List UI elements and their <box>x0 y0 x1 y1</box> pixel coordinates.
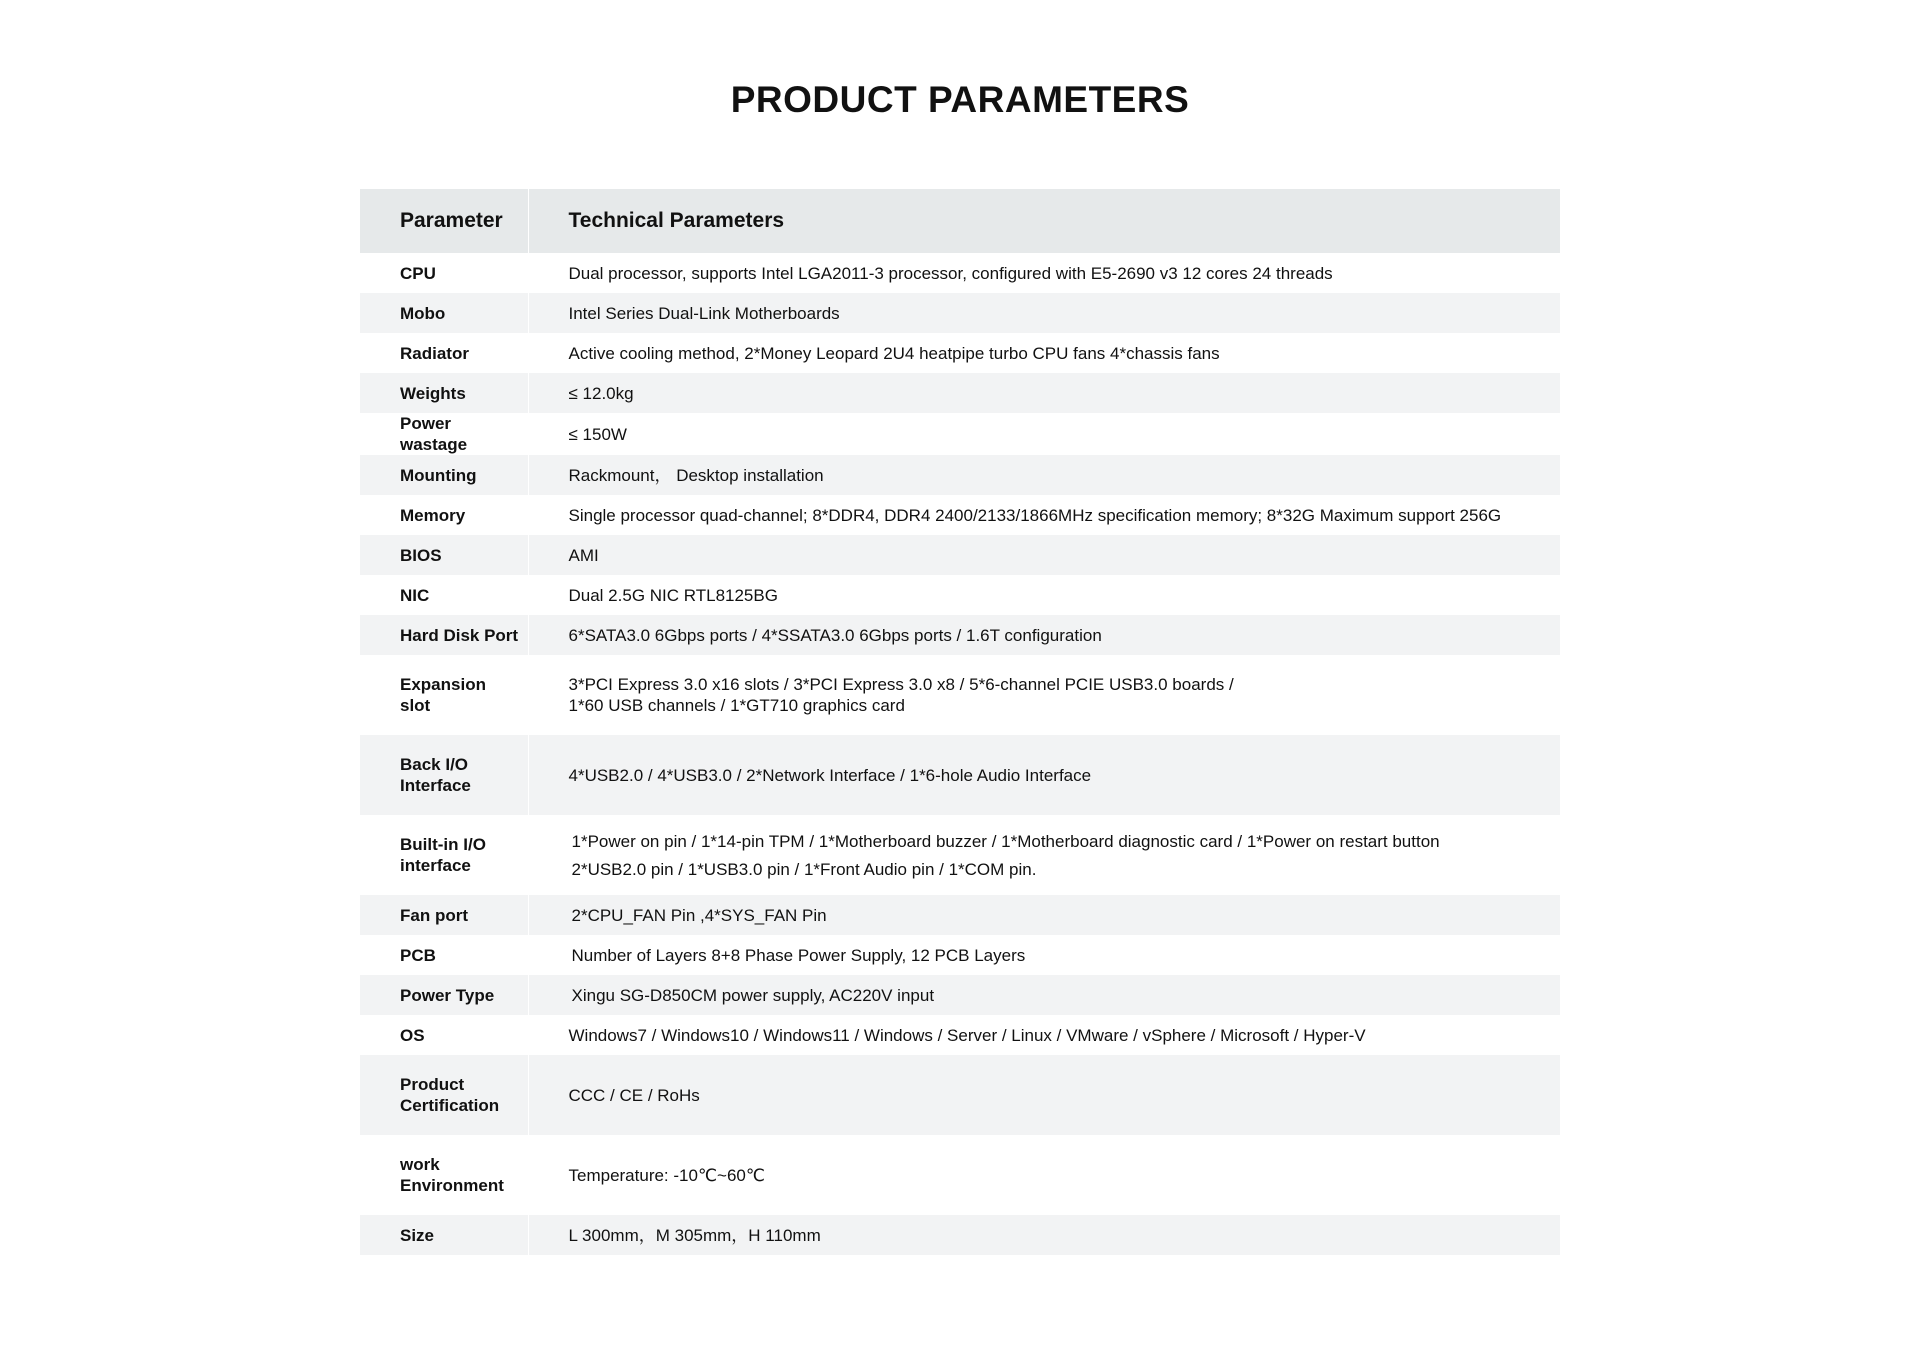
parameter-name: Radiator <box>400 343 469 363</box>
table-row <box>360 455 1560 495</box>
parameter-value: ≤ 150W <box>528 413 1560 455</box>
table-row <box>360 1215 1560 1255</box>
table-row <box>360 735 1560 815</box>
product-parameters-table <box>360 189 1560 1255</box>
table-row <box>360 293 1560 333</box>
parameter-value: Single processor quad-channel; 8*DDR4, DDR4 2400/2133/1866MHz specification memory; 8*32G Maximum support 256G <box>528 495 1560 535</box>
parameter-value: ≤ 12.0kg <box>528 373 1560 413</box>
parameter-name: Fan port <box>360 895 528 935</box>
table-row <box>360 535 1560 575</box>
table-row <box>360 1135 1560 1215</box>
table-row <box>360 975 1560 1015</box>
table-row <box>360 935 1560 975</box>
column-header-parameter: Parameter <box>360 189 528 253</box>
parameter-name: Weights <box>360 373 528 413</box>
table-row <box>360 333 1560 373</box>
table-row <box>360 1055 1560 1135</box>
parameter-value: Rackmount， Desktop installation <box>528 455 1560 495</box>
table-row <box>360 373 1560 413</box>
parameter-name: PCB <box>400 945 436 965</box>
parameter-value: Xingu SG-D850CM power supply, AC220V input <box>528 975 1560 1015</box>
parameter-value: 6*SATA3.0 6Gbps ports / 4*SSATA3.0 6Gbps ports / 1.6T configuration <box>528 615 1560 655</box>
table-row <box>360 615 1560 655</box>
table-row <box>360 575 1560 615</box>
parameter-name: Mobo <box>360 293 528 333</box>
parameter-value: 4*USB2.0 / 4*USB3.0 / 2*Network Interface / 1*6-hole Audio Interface <box>528 735 1560 815</box>
parameter-name: work Environment <box>400 1155 504 1195</box>
parameter-value: 1*Power on pin / 1*14-pin TPM / 1*Motherboard buzzer / 1*Motherboard diagnostic card / 1*Power on restart button 2*USB2.0 pin / 1*USB3.0 pin / 1*Front Audio pin / 1*COM pin. <box>528 815 1560 895</box>
table-row <box>360 655 1560 735</box>
parameter-name: Power Type <box>360 975 528 1015</box>
parameter-name: NIC <box>400 585 430 605</box>
parameter-name: OS <box>400 1025 425 1045</box>
parameter-name: Size <box>360 1215 528 1255</box>
table-row <box>360 895 1560 935</box>
table-row <box>360 253 1560 293</box>
parameter-value: 2*CPU_FAN Pin ,4*SYS_FAN Pin <box>528 895 1560 935</box>
parameter-value: 3*PCI Express 3.0 x16 slots / 3*PCI Express 3.0 x8 / 5*6-channel PCIE USB3.0 boards / 1*60 USB channels / 1*GT710 graphics card <box>528 655 1560 735</box>
parameter-name: Product Certification <box>360 1055 528 1135</box>
parameter-name: Mounting <box>360 455 528 495</box>
parameter-value: L 300mm，M 305mm，H 110mm <box>528 1215 1560 1255</box>
parameter-value: Number of Layers 8+8 Phase Power Supply, 12 PCB Layers <box>528 935 1560 975</box>
table-header-row <box>360 189 1560 253</box>
parameter-value: Temperature: -10℃~60℃ <box>528 1135 1560 1215</box>
parameter-name: BIOS <box>360 535 528 575</box>
parameter-name: Hard Disk Port <box>360 615 528 655</box>
table-row <box>360 1015 1560 1055</box>
parameter-name: Memory <box>400 505 466 525</box>
parameter-value: Windows7 / Windows10 / Windows11 / Windows / Server / Linux / VMware / vSphere / Microsoft / Hyper-V <box>528 1015 1560 1055</box>
parameter-value: Active cooling method, 2*Money Leopard 2U4 heatpipe turbo CPU fans 4*chassis fans <box>528 333 1560 373</box>
parameter-name: CPU <box>400 263 436 283</box>
parameter-name: Power wastage <box>400 414 468 454</box>
parameter-value: CCC / CE / RoHs <box>528 1055 1560 1135</box>
table-row <box>360 815 1560 895</box>
page-title: PRODUCT PARAMETERS <box>730 79 1190 120</box>
parameter-value: AMI <box>528 535 1560 575</box>
parameter-value: Dual processor, supports Intel LGA2011-3 processor, configured with E5-2690 v3 12 cores 24 threads <box>528 253 1560 293</box>
parameter-name: Expansion slot <box>400 675 486 715</box>
parameter-value: Dual 2.5G NIC RTL8125BG <box>528 575 1560 615</box>
parameter-name: Built-in I/O interface <box>400 835 486 875</box>
parameter-name: Back I/O Interface <box>360 735 528 815</box>
table-row <box>360 495 1560 535</box>
column-header-technical-parameters: Technical Parameters <box>528 189 1560 253</box>
table-row <box>360 413 1560 455</box>
parameter-value: Intel Series Dual-Link Motherboards <box>528 293 1560 333</box>
